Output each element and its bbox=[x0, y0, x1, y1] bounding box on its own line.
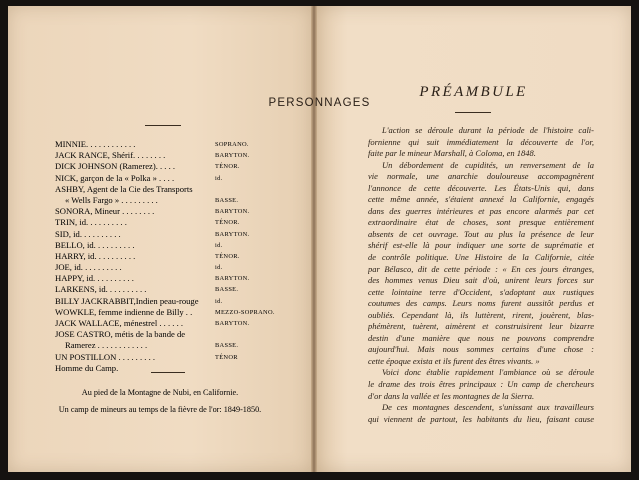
preambule-line: phémèrent, tuèrent, aimèrent et construisirent leur bizarre bbox=[368, 321, 594, 332]
preambule-rule bbox=[455, 112, 491, 113]
cast-row bbox=[55, 307, 303, 318]
cast-voice: TÉNOR. bbox=[215, 252, 240, 260]
cast-name: WOWKLE, femme indienne de Billy . . bbox=[55, 306, 193, 317]
cast-name: JOE, id. . . . . . . . . . bbox=[55, 262, 122, 273]
preambule-line: l'annonce de cette découverte. Les États-Unis qui, dans bbox=[368, 182, 594, 193]
preambule-line: le drame des trois êtres principaux : Un camp de chercheurs bbox=[368, 379, 594, 390]
cast-voice: id. bbox=[215, 264, 223, 272]
cast-voice: BARYTON. bbox=[215, 208, 250, 216]
cast-row bbox=[55, 284, 303, 295]
preambule-line: De ces montagnes descendent, s'unissant aux travailleurs bbox=[382, 402, 594, 413]
preambule-line: shérif est-elle là pour indiquer une sorte de suprématie et bbox=[368, 240, 594, 251]
preambule-line: Voici donc établie rapidement l'ambiance où se déroule bbox=[382, 367, 594, 378]
setting-line: Au pied de la Montagne de Nubi, en Californie. bbox=[81, 388, 239, 397]
cast-voice: id. bbox=[215, 241, 223, 249]
cast-row bbox=[55, 229, 303, 240]
cast-voice: TÉNOR. bbox=[215, 163, 240, 171]
cast-name: BILLY JACKRABBIT,Indien peau-rouge bbox=[55, 295, 199, 306]
cast-voice: MEZZO-SOPRANO. bbox=[215, 308, 275, 316]
cast-row bbox=[55, 173, 303, 184]
cast-voice: BARYTON. bbox=[215, 275, 250, 283]
cast-voice: id. bbox=[215, 174, 223, 182]
cast-name: « Wells Fargo » . . . . . . . . . bbox=[65, 194, 158, 205]
cast-voice: TÉNOR bbox=[215, 353, 238, 361]
preambule-line: faite par le mineur Marshall, à Coloma, en 1848. bbox=[368, 148, 536, 159]
cast-row bbox=[55, 329, 303, 340]
cast-row bbox=[55, 318, 303, 329]
cast-voice: BARYTON. bbox=[215, 152, 250, 160]
setting-block bbox=[8, 384, 312, 418]
cast-name: HARRY, id. . . . . . . . . . bbox=[55, 250, 136, 261]
cast-row bbox=[55, 296, 303, 307]
preambule-line: vie normale, une anarchie douloureuse accompagnèrent bbox=[368, 171, 594, 182]
preambule-line: destin d'une manière que nous ne pouvons comprendre bbox=[368, 332, 594, 343]
cast-name: LARKENS, id. . . . . . . . . . bbox=[55, 284, 147, 295]
preambule-line: absents de cet ouvrage. Tout au plus la présence de leur bbox=[368, 228, 594, 239]
cast-row bbox=[55, 139, 303, 150]
title-rule bbox=[145, 125, 181, 126]
cast-name: UN POSTILLON . . . . . . . . . bbox=[55, 351, 156, 362]
cast-voice: BASSE. bbox=[215, 196, 239, 204]
preambule-line: extraordinaire état de choses, sont presque entièrement bbox=[368, 217, 594, 228]
cast-list bbox=[55, 139, 303, 374]
cast-name: Ramerez . . . . . . . . . . . . bbox=[65, 340, 148, 351]
cast-voice: id. bbox=[215, 297, 223, 305]
cast-name: MINNIE. . . . . . . . . . . . bbox=[55, 139, 136, 149]
cast-name: SONORA, Mineur . . . . . . . . bbox=[55, 206, 155, 217]
preambule-line: cette époque exista et ils furent des êtres vivants. » bbox=[368, 355, 540, 366]
preambule-line: oubliés. Cependant là, ils luttèrent, rirent, jouèrent, blas- bbox=[368, 309, 594, 320]
cast-voice: BARYTON. bbox=[215, 230, 250, 238]
setting-rule bbox=[151, 372, 185, 373]
cast-row bbox=[55, 352, 303, 363]
cast-name: Homme du Camp. bbox=[55, 362, 119, 373]
cast-name: NICK, garçon de la « Polka » . . . . bbox=[55, 172, 175, 183]
preambule-line: dans des guerres intérieures et pas encore alarmés par cet bbox=[368, 205, 594, 216]
preambule-title: PRÉAMBULE bbox=[419, 84, 528, 100]
cast-name: JACK WALLACE, ménestrel . . . . . . bbox=[55, 318, 184, 328]
preambule-line: fornienne qui suit immédiatement la découverte de l'or, bbox=[368, 136, 594, 147]
preambule-line: Un débordement de cupidités, un renversement de la bbox=[382, 159, 594, 170]
preambule-line: des hommes venus Dieu sait d'où, unirent leurs forces sur bbox=[368, 275, 594, 286]
cast-voice: BASSE. bbox=[215, 342, 239, 350]
preambule-line: de contrôle politique. Une Histoire de la Californie, citée bbox=[368, 252, 594, 263]
preambule-line: cette lointaine terre d'Occident, s'adoptant aux rustiques bbox=[368, 286, 594, 297]
cast-row bbox=[55, 262, 303, 273]
cast-row bbox=[55, 340, 303, 351]
preambule-line: d'or dans la vallée et les montagnes de la Sierra. bbox=[368, 390, 535, 401]
preambule-line: coutumes des camps. Leurs noms furent aussitôt perdus et bbox=[368, 298, 594, 309]
cast-voice: TÉNOR. bbox=[215, 219, 240, 227]
cast-name: BELLO, id. . . . . . . . . . bbox=[55, 239, 135, 250]
setting-line: Un camp de mineurs au temps de la fièvre de l'or: 1849-1850. bbox=[58, 405, 262, 414]
cast-name: HAPPY, id. . . . . . . . . . bbox=[55, 273, 134, 284]
preambule-line: L'action se déroule durant la période de l'histoire cali- bbox=[382, 125, 594, 135]
cast-row bbox=[55, 150, 303, 161]
cast-name: TRIN, id. . . . . . . . . . bbox=[55, 217, 127, 228]
preambule-line: aujourd'hui. Mais nous sommes certains d'une chose : bbox=[368, 344, 594, 355]
cast-row bbox=[55, 206, 303, 217]
cast-row bbox=[55, 217, 303, 228]
cast-voice: BASSE. bbox=[215, 286, 239, 294]
cast-row bbox=[55, 273, 303, 284]
cast-row bbox=[55, 251, 303, 262]
cast-name: JACK RANCE, Shérif. . . . . . . . bbox=[55, 150, 166, 161]
cast-row bbox=[55, 195, 303, 206]
preambule-text bbox=[368, 125, 594, 425]
personnages-title: PERSONNAGES bbox=[268, 97, 371, 109]
cast-name: JOSE CASTRO, métis de la bande de bbox=[55, 329, 186, 340]
preambule-line: par Bélasco, dit de cette période : « En ces jours étranges, bbox=[368, 263, 594, 274]
cast-name: SID, id. . . . . . . . . . bbox=[55, 228, 121, 239]
preambule-line: qui viennent de partout, les habitants du lieu, faisant cause bbox=[368, 413, 594, 424]
cast-row bbox=[55, 184, 303, 195]
cast-voice: BARYTON. bbox=[215, 320, 250, 327]
cast-row bbox=[55, 240, 303, 251]
cast-row bbox=[55, 161, 303, 172]
cast-name: DICK JOHNSON (Ramerez). . . . . bbox=[55, 161, 176, 172]
cast-voice: SOPRANO. bbox=[215, 141, 249, 148]
preambule-line: cette même année, s'étaient annexé la Californie, engagés bbox=[368, 194, 594, 205]
cast-name: ASHBY, Agent de la Cie des Transports bbox=[55, 183, 193, 194]
